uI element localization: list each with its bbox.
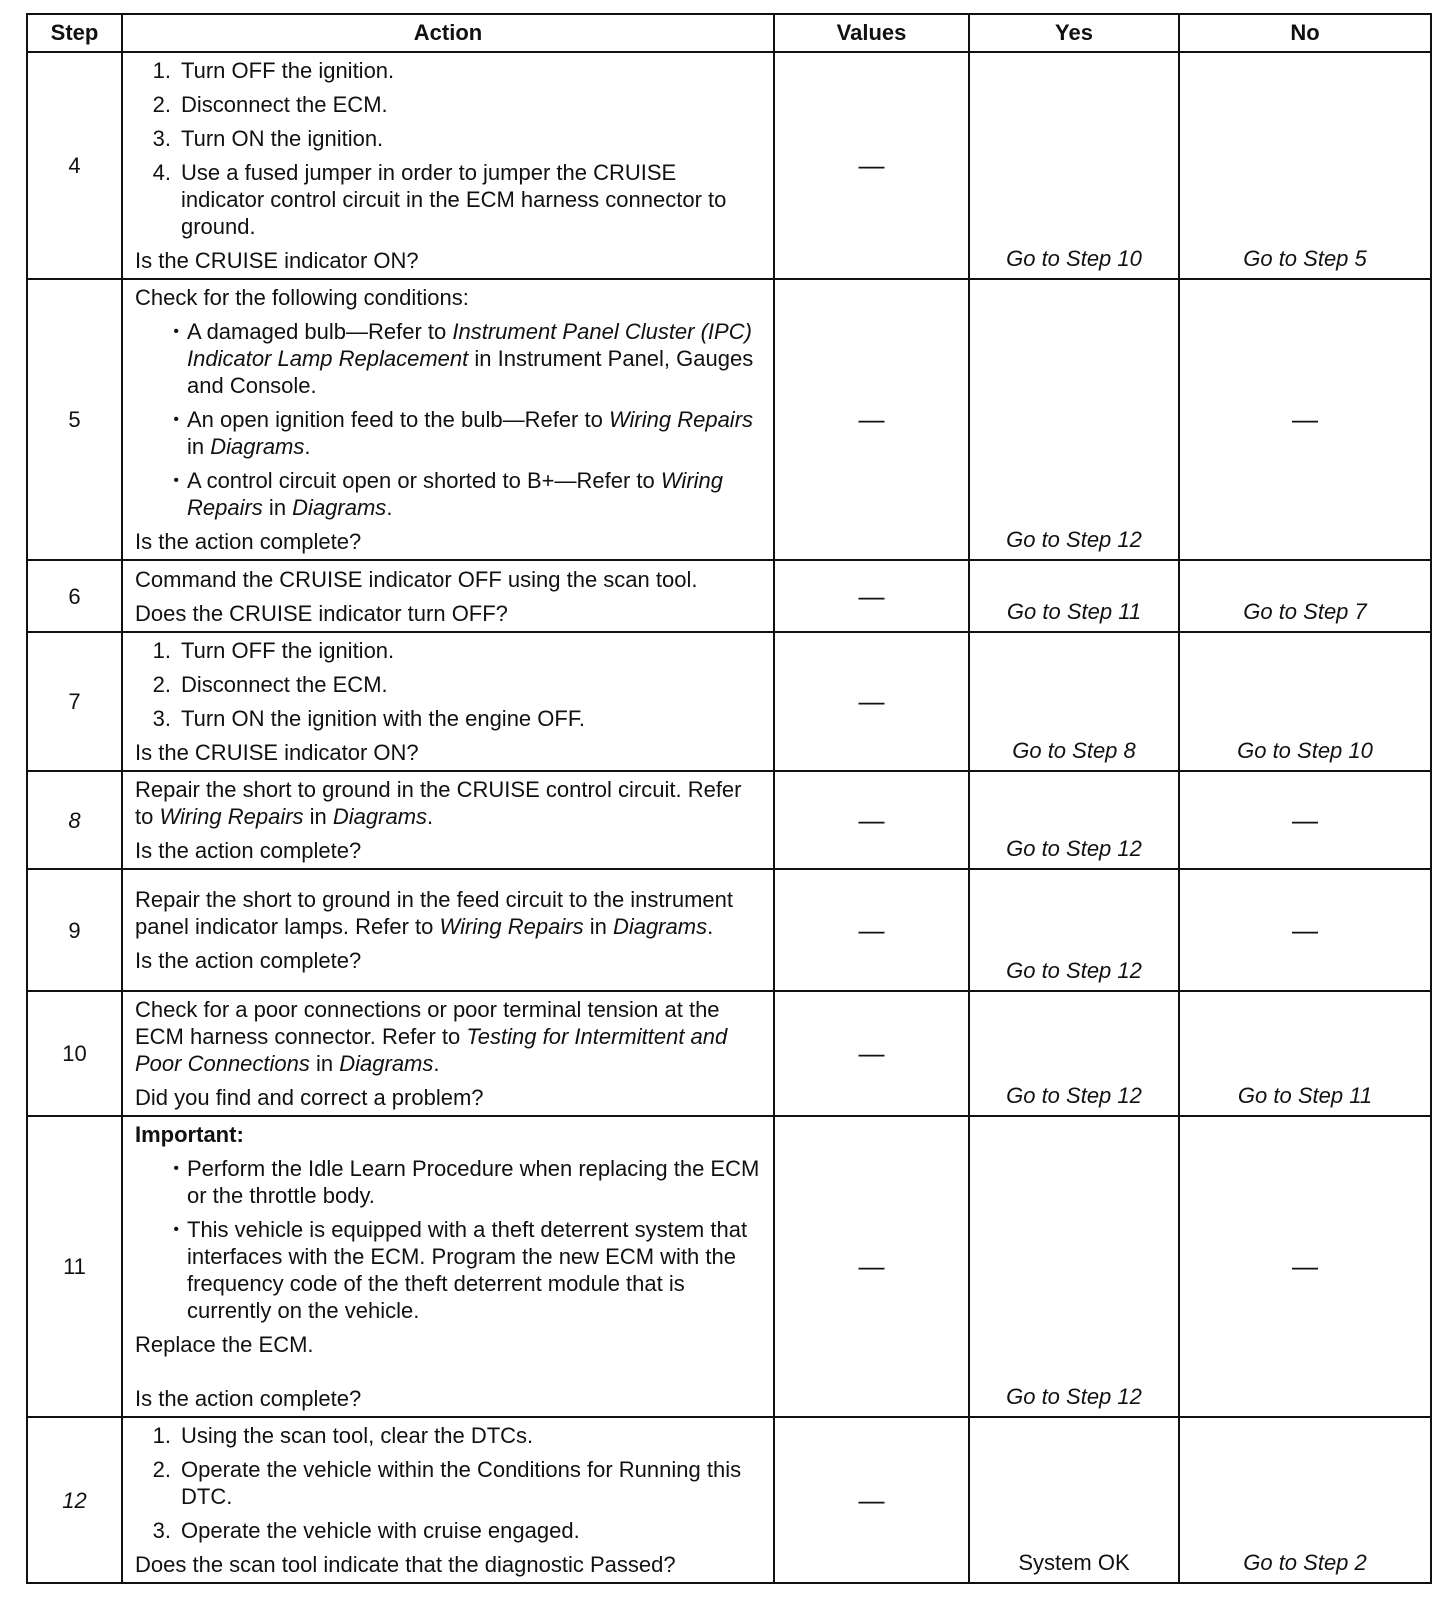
table-row [27, 632, 1431, 771]
table-row [27, 279, 1431, 560]
action-cell [122, 991, 774, 1116]
values-cell: — [774, 52, 969, 279]
values-cell: — [774, 1116, 969, 1417]
table-row [27, 991, 1431, 1116]
values-cell: — [774, 1417, 969, 1583]
step-number: 6 [27, 560, 122, 632]
action-cell [122, 869, 774, 991]
step-number: 10 [27, 991, 122, 1116]
important-heading: Important: [135, 1122, 244, 1147]
action-text: Check for a poor connections or poor terminal tension at the ECM harness connector. Refer to Testing for Intermittent and Poor Connections in Diagrams. [135, 997, 728, 1076]
yes-cell: Go to Step 12 [969, 991, 1179, 1116]
action-cell [122, 632, 774, 771]
values-cell: — [774, 279, 969, 560]
action-cell [122, 1417, 774, 1583]
no-cell: — [1179, 1116, 1431, 1417]
numbered-list [135, 637, 761, 732]
step-number: 12 [27, 1417, 122, 1583]
bullet-list [135, 1155, 761, 1324]
table-row [27, 52, 1431, 279]
intro-text: Check for the following conditions: [135, 285, 469, 310]
question: Did you find and correct a problem? [135, 1085, 484, 1110]
step-number: 11 [27, 1116, 122, 1417]
diagnostic-table-page [26, 13, 1430, 1584]
header-action: Action [122, 14, 774, 52]
header-row [27, 14, 1431, 52]
no-cell: Go to Step 10 [1179, 632, 1431, 771]
step-number: 5 [27, 279, 122, 560]
list-item: 1. Turn OFF the ignition. [152, 638, 395, 663]
list-item: 2. Disconnect the ECM. [152, 672, 388, 697]
values-cell: — [774, 632, 969, 771]
question: Is the action complete? [135, 948, 362, 973]
step-number: 8 [27, 771, 122, 869]
question: Is the CRUISE indicator ON? [135, 248, 419, 273]
question: Is the action complete? [135, 838, 362, 863]
list-item: 1. Turn OFF the ignition. [152, 58, 395, 83]
list-item: 1. Using the scan tool, clear the DTCs. [152, 1423, 534, 1448]
table-row [27, 869, 1431, 991]
action-cell [122, 771, 774, 869]
header-step: Step [27, 14, 122, 52]
question: Is the action complete? [135, 1386, 362, 1411]
question: Does the scan tool indicate that the diagnostic Passed? [135, 1552, 676, 1577]
list-item: • An open ignition feed to the bulb—Refer to Wiring Repairs in Diagrams. [173, 407, 754, 459]
diagnostic-table [26, 13, 1432, 1584]
action-text: Replace the ECM. [135, 1332, 314, 1357]
values-cell: — [774, 869, 969, 991]
yes-cell: Go to Step 11 [969, 560, 1179, 632]
table-row [27, 1417, 1431, 1583]
yes-cell: Go to Step 12 [969, 1116, 1179, 1417]
step-number: 9 [27, 869, 122, 991]
list-item: 4. Use a fused jumper in order to jumper the CRUISE indicator control circuit in the ECM harness connector to ground. [152, 160, 727, 239]
yes-cell: Go to Step 10 [969, 52, 1179, 279]
no-cell: Go to Step 11 [1179, 991, 1431, 1116]
table-row [27, 560, 1431, 632]
no-cell: — [1179, 279, 1431, 560]
bullet-list [135, 318, 761, 521]
action-cell [122, 560, 774, 632]
yes-cell: Go to Step 12 [969, 279, 1179, 560]
yes-cell: Go to Step 8 [969, 632, 1179, 771]
step-number: 7 [27, 632, 122, 771]
list-item: 3. Operate the vehicle with cruise engaged. [152, 1518, 580, 1543]
header-yes: Yes [969, 14, 1179, 52]
action-cell [122, 279, 774, 560]
action-text: Repair the short to ground in the CRUISE control circuit. Refer to Wiring Repairs in Diagrams. [135, 777, 742, 829]
no-cell: Go to Step 7 [1179, 560, 1431, 632]
list-item: 2. Operate the vehicle within the Conditions for Running this DTC. [152, 1457, 742, 1509]
question: Is the action complete? [135, 529, 362, 554]
step-number: 4 [27, 52, 122, 279]
no-cell: Go to Step 5 [1179, 52, 1431, 279]
list-item: • This vehicle is equipped with a theft deterrent system that interfaces with the ECM. Program the new ECM with the frequency code of the theft deterrent module that is currently on the vehicle. [173, 1217, 748, 1323]
action-cell [122, 1116, 774, 1417]
list-item: • Perform the Idle Learn Procedure when replacing the ECM or the throttle body. [173, 1156, 760, 1208]
values-cell: — [774, 771, 969, 869]
yes-cell: Go to Step 12 [969, 869, 1179, 991]
table-row [27, 771, 1431, 869]
list-item: 3. Turn ON the ignition with the engine OFF. [152, 706, 585, 731]
list-item: • A damaged bulb—Refer to Instrument Panel Cluster (IPC) Indicator Lamp Replacement in Instrument Panel, Gauges and Console. [173, 319, 754, 398]
list-item: • A control circuit open or shorted to B+—Refer to Wiring Repairs in Diagrams. [173, 468, 724, 520]
numbered-list [135, 57, 761, 240]
action-text: Repair the short to ground in the feed circuit to the instrument panel indicator lamps. Refer to Wiring Repairs in Diagrams. [135, 887, 733, 939]
yes-cell: System OK [969, 1417, 1179, 1583]
no-cell: — [1179, 869, 1431, 991]
no-cell: Go to Step 2 [1179, 1417, 1431, 1583]
yes-cell: Go to Step 12 [969, 771, 1179, 869]
question: Is the CRUISE indicator ON? [135, 740, 419, 765]
numbered-list [135, 1422, 761, 1544]
values-cell: — [774, 560, 969, 632]
list-item: 3. Turn ON the ignition. [152, 126, 384, 151]
values-cell: — [774, 991, 969, 1116]
header-values: Values [774, 14, 969, 52]
action-text: Command the CRUISE indicator OFF using the scan tool. [135, 566, 698, 592]
no-cell: — [1179, 771, 1431, 869]
list-item: 2. Disconnect the ECM. [152, 92, 388, 117]
action-cell [122, 52, 774, 279]
table-row [27, 1116, 1431, 1417]
header-no: No [1179, 14, 1431, 52]
question: Does the CRUISE indicator turn OFF? [135, 600, 508, 626]
